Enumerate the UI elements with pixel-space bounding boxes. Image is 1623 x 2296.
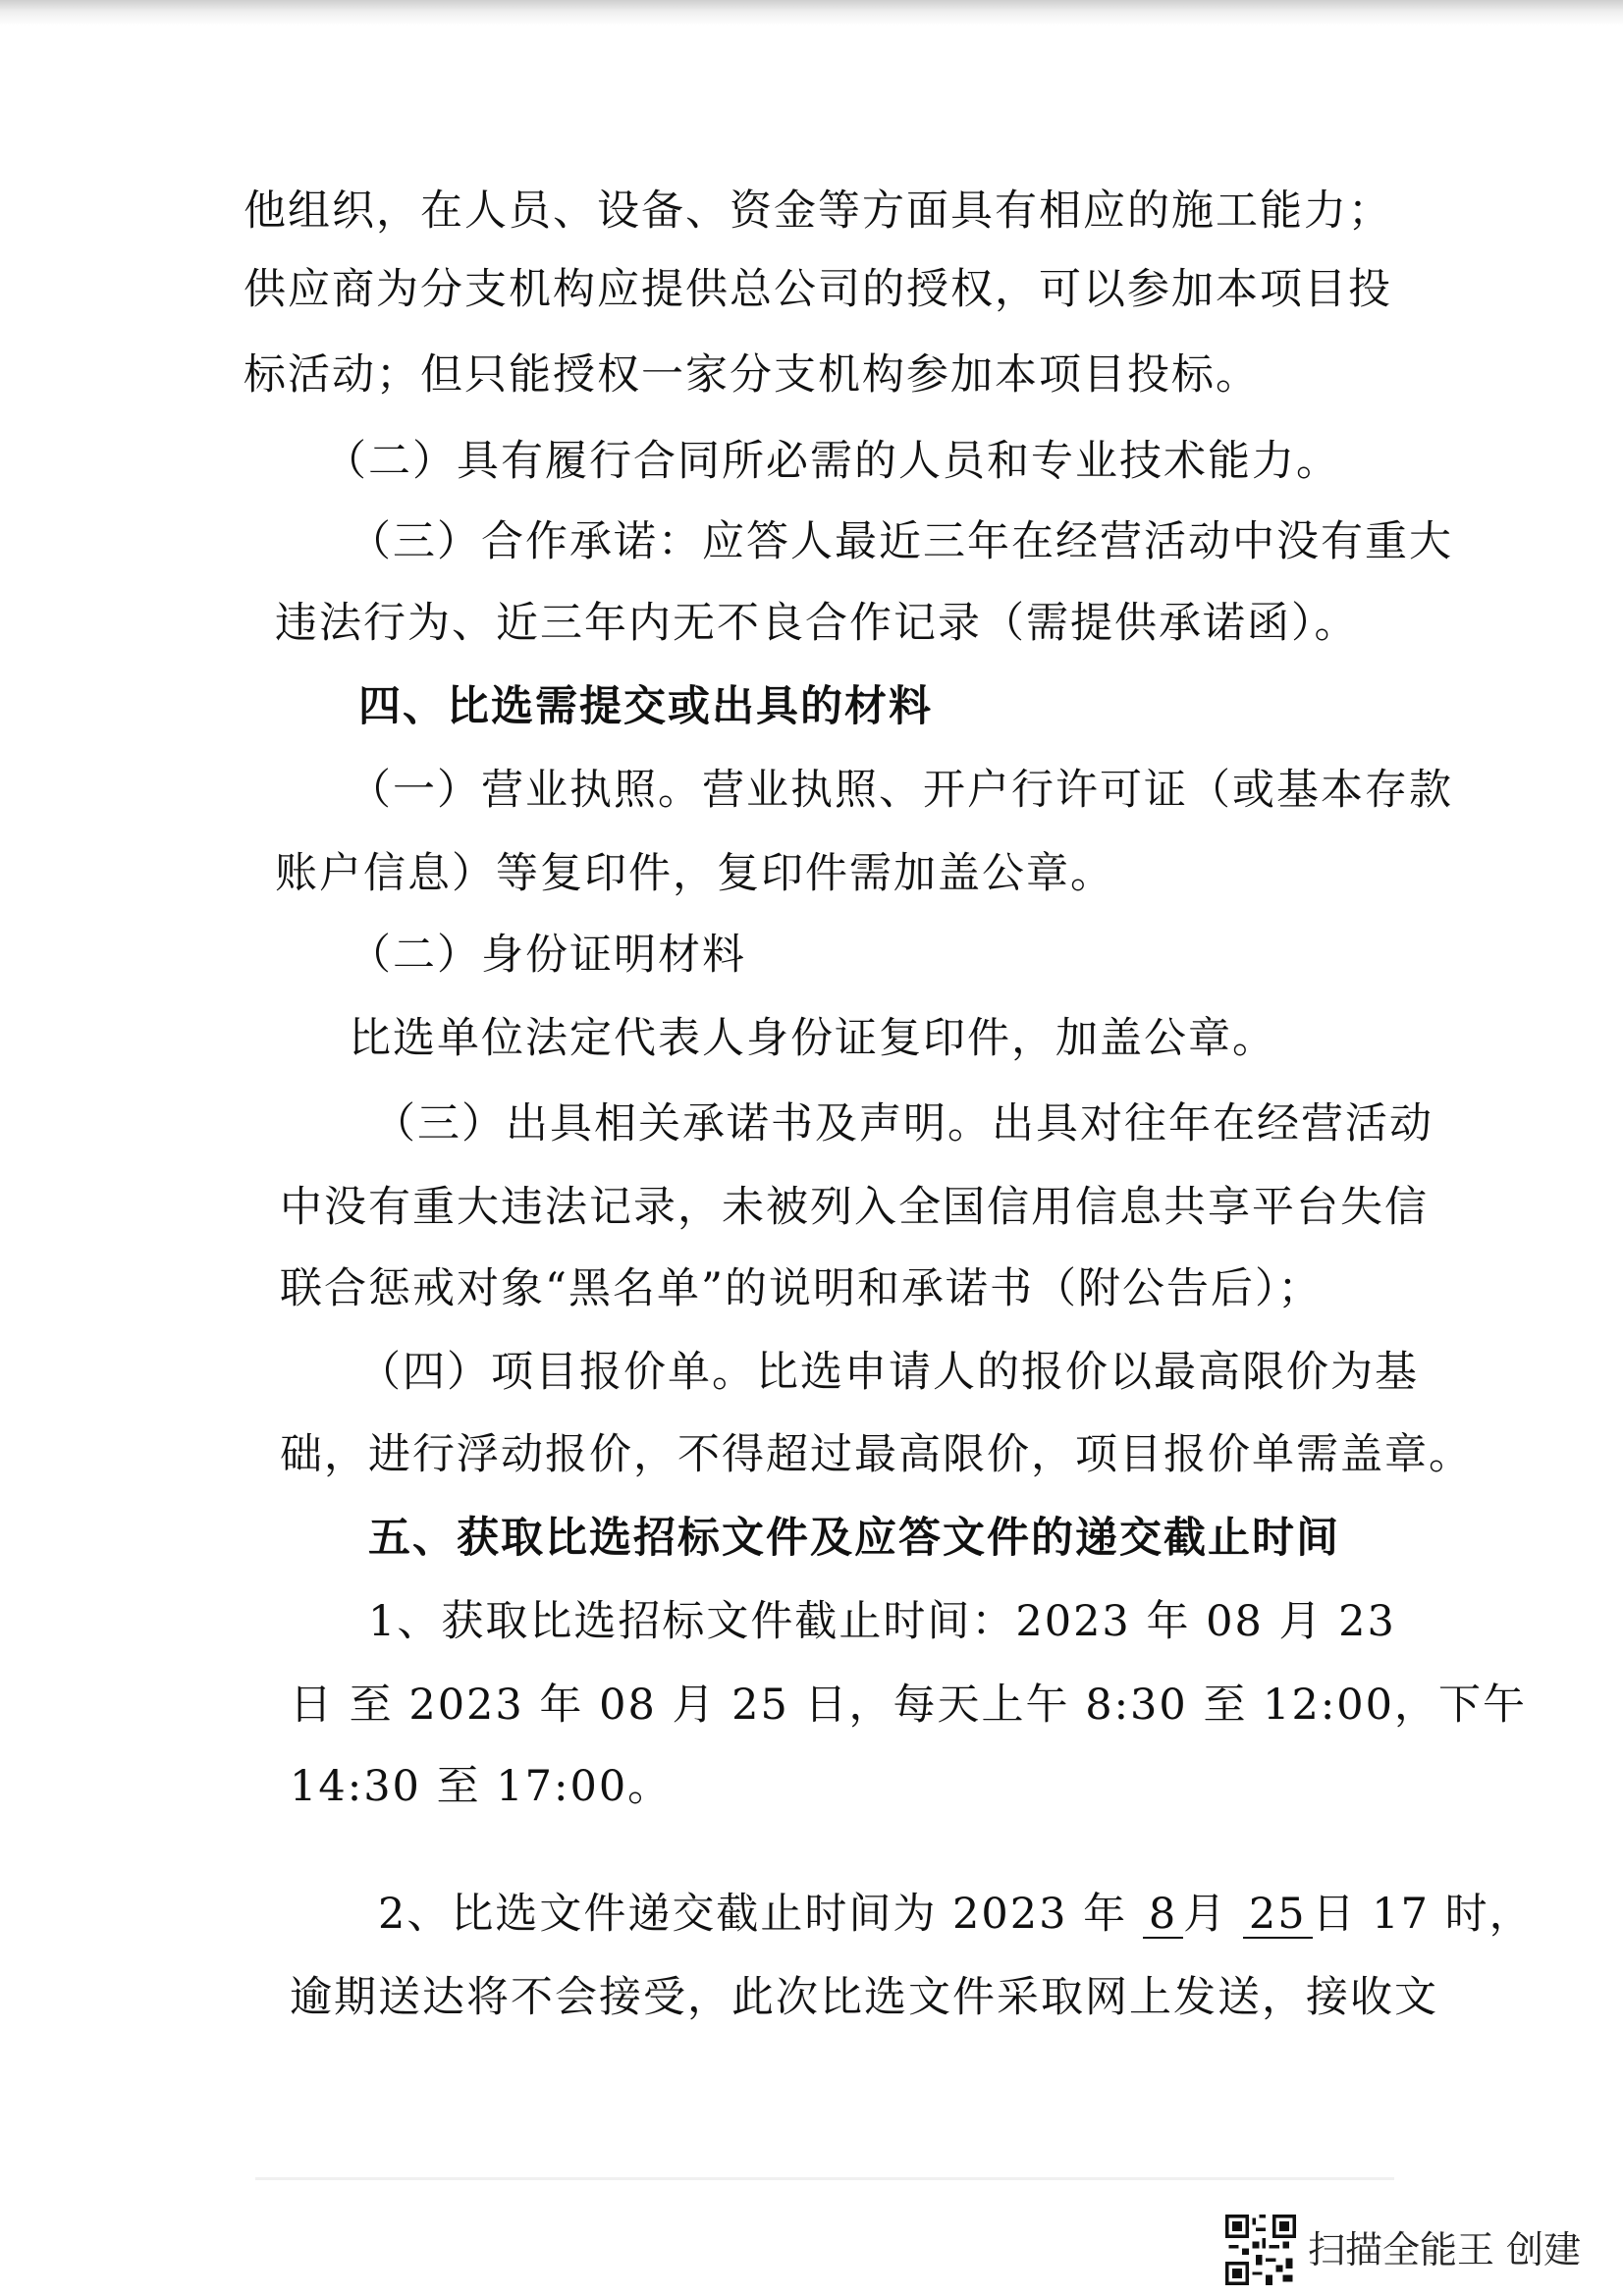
qr-code-icon (1225, 2215, 1296, 2285)
text-line-4: （二）具有履行合同所必需的人员和专业技术能力。 (324, 437, 1340, 486)
text-line-9: 账户信息）等复印件，复印件需加盖公章。 (275, 849, 1114, 898)
text-line-8: （一）营业执照。营业执照、开户行许可证（或基本存款 (349, 766, 1453, 815)
scan-top-shadow (0, 0, 1623, 26)
text-line-2: 供应商为分支机构应提供总公司的授权，可以参加本项目投 (243, 265, 1392, 314)
deadline-line (378, 1885, 1534, 1944)
deadline-month: 8 (1143, 1892, 1183, 1939)
text-line-15: （四）项目报价单。比选申请人的报价以最高限价为基 (358, 1348, 1419, 1397)
text-line-20: 14:30 至 17:00。 (290, 1762, 673, 1811)
scanner-watermark-text: 扫描全能王 创建 (1308, 2228, 1582, 2271)
text-line-6: 违法行为、近三年内无不良合作记录（需提供承诺函）。 (275, 599, 1359, 648)
text-line-3: 标活动；但只能授权一家分支机构参加本项目投标。 (243, 350, 1260, 400)
deadline-suffix: 日 17 时， (1312, 1890, 1534, 1939)
scan-bottom-mark (255, 2177, 1394, 2180)
deadline-month-unit: 月 (1183, 1890, 1228, 1939)
section-heading-5: 五、获取比选招标文件及应答文件的递交截止时间 (368, 1514, 1340, 1563)
text-line-18: 1、获取比选招标文件截止时间：2023 年 08 月 23 (368, 1597, 1396, 1646)
text-line-10: （二）身份证明材料 (349, 931, 746, 980)
text-line-5: （三）合作承诺：应答人最近三年在经营活动中没有重大 (349, 517, 1453, 566)
text-line-last: 逾期送达将不会接受，此次比选文件采取网上发送，接收文 (290, 1973, 1438, 2022)
text-line-14: 联合惩戒对象“黑名单”的说明和承诺书（附公告后）； (280, 1264, 1323, 1313)
text-line-1: 他组织，在人员、设备、资金等方面具有相应的施工能力； (243, 187, 1392, 236)
text-line-11: 比选单位法定代表人身份证复印件，加盖公章。 (349, 1014, 1276, 1063)
text-line-12: （三）出具相关承诺书及声明。出具对往年在经营活动 (373, 1099, 1434, 1148)
scanner-watermark (1225, 2213, 1581, 2287)
deadline-prefix: 2、比选文件递交截止时间为 2023 年 (378, 1890, 1128, 1939)
text-line-16: 础，进行浮动报价，不得超过最高限价，项目报价单需盖章。 (280, 1430, 1473, 1479)
section-heading-4: 四、比选需提交或出具的材料 (358, 682, 933, 731)
text-line-13: 中没有重大违法记录，未被列入全国信用信息共享平台失信 (280, 1183, 1429, 1232)
text-line-19: 日 至 2023 年 08 月 25 日，每天上午 8:30 至 12:00，下午 (290, 1681, 1528, 1730)
deadline-day: 25 (1243, 1892, 1313, 1939)
